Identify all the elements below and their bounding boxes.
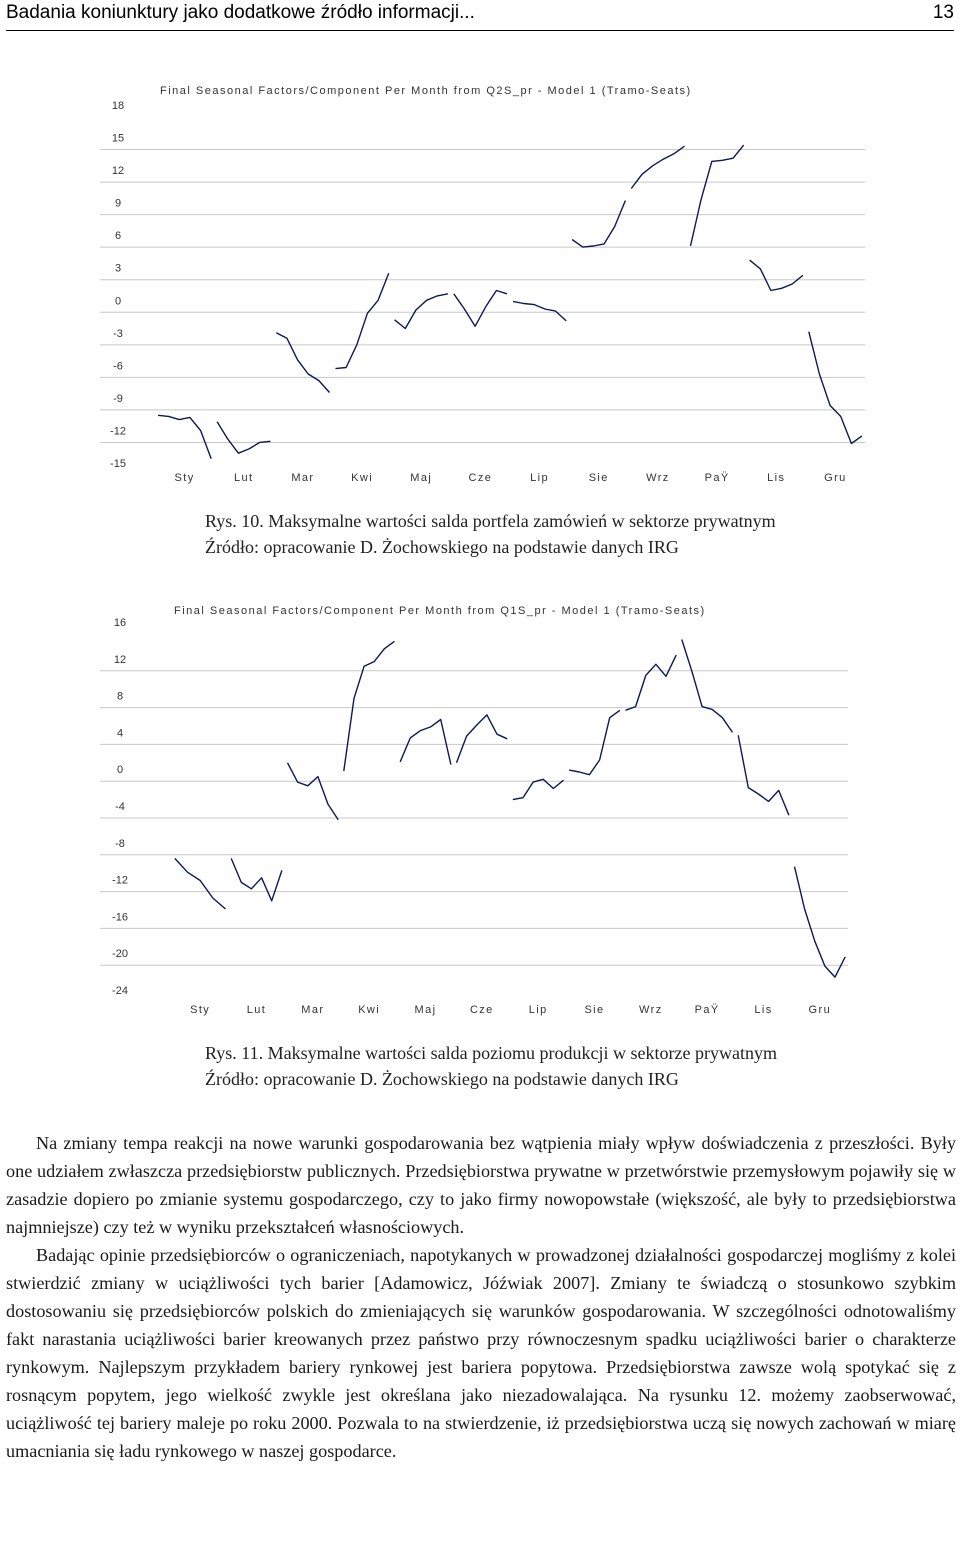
series-line-sie [569,710,620,774]
series-line-lut [231,858,282,900]
figure-11-caption-block [205,1040,905,1092]
x-category-label: Cze [469,1004,494,1016]
paragraph: Na zmiany tempa reakcji na nowe warunki gospodarowania bez wątpienia miały wpływ doświadczenia z przeszłości. Były one udziałem zwłaszcza przedsiębiorstw publicznych. Przedsiębiorstwa prywatne w przetwórstwie przemysłowym pojawiły się w zasadzie dopiero po zmianie systemu gospodarczego, czy to jako firmy nowopowstałe (większość, ale były to przedsiębiorstwa najmniejsze) czy też w wyniku przekształceń własnościowych. [6,1133,956,1237]
y-tick-label: 0 [114,295,122,308]
x-category-label: Wrz [639,1004,663,1016]
x-category-label: Sie [588,472,609,484]
chart-order-portfolio [0,70,880,484]
x-category-label: Lut [246,1004,267,1016]
paragraph: Badając opinie przedsiębiorców o ograniczeniach, napotykanych w prowadzonej działalności gospodarczej mogliśmy z kolei stwierdzić zmiany w uciążliwości tych barier [Adamowicz, Jóźwiak 2007]. Zmiany te świadczą o stosunkowo szybkim dostosowaniu się przedsiębiorców polskich do zmieniających się warunków gospodarowania. W szczególności odnotowaliśmy fakt narastania uciążliwości barier kreowanych przez państwo przy równoczesnym spadku uciążliwości barier o charakterze rynkowym. Najlepszym przykładem bariery rynkowej jest bariera popytowa. Przedsiębiorstwa zawsze wolą spotykać się z rosnącym popytem, jego wielkość zwykle jest określana jako niezadowalająca. Na rysunku 12. możemy zaobserwować, uciążliwość tej bariery maleje po roku 2000. Pozwala to na stwierdzenie, iż przedsiębiorstwa uczą się nowych zachowań w miarę umacniania się ładu rynkowego w naszej gospodarce. [6,1245,956,1461]
y-tick-label: 12 [113,653,127,666]
x-category-label: Kwi [358,1004,381,1016]
series-line-gru [809,332,862,444]
y-tick-label: -24 [112,985,128,997]
y-tick-label: -8 [115,837,125,850]
series-line-sty [175,858,226,909]
x-category-label: Lis [767,472,786,484]
series-line-lip [513,301,566,321]
series-line-paÿ [691,145,744,246]
series-line-gru [795,867,846,977]
x-category-label: Sty [174,472,195,484]
x-category-label: Maj [414,1004,437,1016]
series-line-cze [454,291,507,327]
y-tick-label: 16 [113,617,127,629]
chart-production-level [0,592,880,1022]
y-tick-label: 15 [111,132,125,145]
series-line-paÿ [682,640,733,733]
figure-11-source: Źródło: opracowanie D. Żochowskiego na podstawie danych IRG [205,1069,679,1089]
y-tick-label: -15 [110,458,126,470]
series-line-mar [276,333,329,393]
y-tick-label: 12 [111,165,125,178]
x-category-label: Gru [808,1004,832,1016]
y-tick-label: -20 [112,948,128,961]
x-category-label: Lut [234,472,254,484]
x-category-label: Lip [530,472,550,484]
y-tick-label: 8 [116,690,124,703]
chart-title: Final Seasonal Factors/Component Per Month from Q1S_pr - Model 1 (Tramo-Seats) [174,605,706,617]
series-line-maj [400,720,451,765]
running-header [6,0,954,31]
page-number: 13 [932,2,954,23]
series-line-kwi [344,641,395,771]
figure-10-source: Źródło: opracowanie D. Żochowskiego na podstawie danych IRG [205,537,679,557]
x-category-label: Mar [291,472,315,484]
x-category-label: Kwi [351,472,374,484]
series-line-lis [750,260,803,290]
x-category-label: Sty [190,1004,211,1016]
x-category-label: Gru [824,472,847,484]
x-category-label: Mar [301,1004,325,1016]
series-line-cze [457,715,508,763]
y-tick-label: 6 [114,230,122,243]
y-tick-label: -3 [113,327,123,340]
x-category-label: PaŸ [704,472,730,484]
figure-10-caption-block [205,508,905,560]
series-line-sty [158,415,211,458]
x-category-label: PaŸ [694,1004,720,1016]
y-tick-label: 4 [116,727,124,740]
figure-10-caption: Rys. 10. Maksymalne wartości salda portfela zamówień w sektorze prywatnym [205,511,776,531]
x-category-label: Sie [584,1004,605,1016]
series-line-wrz [626,655,677,710]
series-line-sie [572,201,625,248]
y-tick-label: 9 [114,197,122,210]
series-line-mar [288,763,339,820]
x-category-label: Maj [410,472,433,484]
y-tick-label: -12 [110,425,126,438]
y-tick-label: 3 [114,262,122,275]
x-category-label: Cze [468,472,493,484]
y-tick-label: -16 [112,911,128,924]
running-header-title: Badania koniunktury jako dodatkowe źródło informacji... [6,2,475,23]
series-line-lis [738,735,789,815]
y-tick-label: -4 [115,801,125,813]
chart-title: Final Seasonal Factors/Component Per Month from Q2S_pr - Model 1 (Tramo-Seats) [160,85,692,97]
series-line-lip [513,779,564,799]
x-category-label: Lis [754,1004,773,1016]
series-line-lut [217,422,270,453]
y-tick-label: 0 [116,764,124,777]
y-tick-label: -12 [112,874,128,887]
y-tick-label: 18 [111,100,125,112]
x-category-label: Lip [528,1004,548,1016]
x-category-label: Wrz [646,472,670,484]
y-tick-label: -6 [113,360,123,373]
body-text [6,1129,956,1465]
series-line-maj [395,294,448,329]
y-tick-label: -9 [113,392,123,405]
series-line-kwi [336,273,389,368]
figure-11-caption: Rys. 11. Maksymalne wartości salda poziomu produkcji w sektorze prywatnym [205,1043,777,1063]
